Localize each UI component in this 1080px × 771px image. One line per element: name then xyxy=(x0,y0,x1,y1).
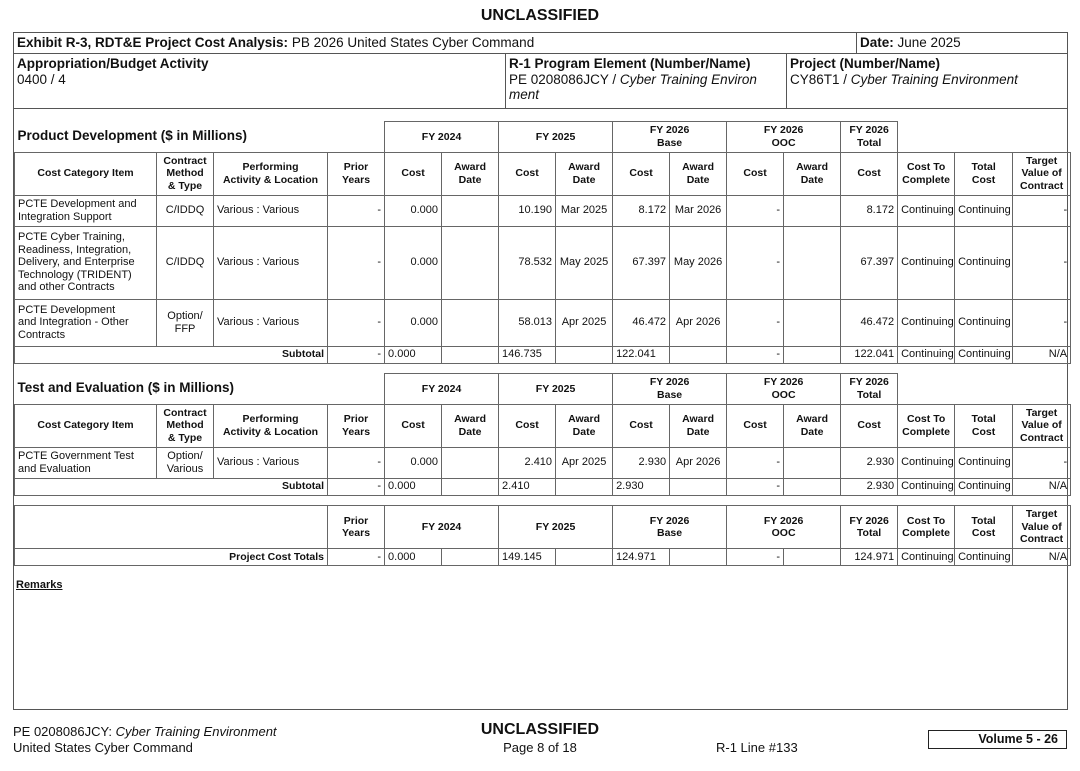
fy2026-ooc-award-date xyxy=(784,346,841,363)
fy2024-cost: 0.000 xyxy=(385,549,442,566)
program-element-cell xyxy=(506,54,787,108)
exhibit-frame xyxy=(13,32,1068,710)
fy2026-total-cost: 2.930 xyxy=(841,478,898,495)
fy2026-base-header xyxy=(613,506,727,549)
col-cost: Cost xyxy=(613,152,670,195)
fy2026-total-cost: 2.930 xyxy=(841,447,898,478)
fy2024-award-date xyxy=(442,549,499,566)
total-cost: Continuing xyxy=(955,195,1013,226)
contract-method-line: Option/ xyxy=(167,450,203,462)
contract-method-line: Various xyxy=(166,462,204,475)
col-prior-years xyxy=(328,506,385,549)
program-element-label: R-1 Program Element (Number/Name) xyxy=(509,56,751,71)
fy2026-total-cost: 46.472 xyxy=(841,299,898,346)
cost-to-complete: Continuing xyxy=(898,478,955,495)
fy2026-base-award-date: Mar 2026 xyxy=(670,195,727,226)
fy2026-ooc-award-date xyxy=(784,195,841,226)
col-award-date xyxy=(556,404,613,447)
col-contract-method-line: Method xyxy=(166,419,204,432)
fy2025-cost: 58.013 xyxy=(499,299,556,346)
contract-method xyxy=(157,226,214,299)
col-performing-activity-line: Performing xyxy=(242,161,299,173)
fy2026-total-cost: 8.172 xyxy=(841,195,898,226)
cost-to-complete: Continuing xyxy=(898,195,955,226)
project-sep: / xyxy=(839,72,851,87)
col-target-value-line: Value of xyxy=(1021,419,1062,432)
col-contract-method-line: Contract xyxy=(163,406,207,419)
prior-years: - xyxy=(328,226,385,299)
fy2026-total-header-line: Total xyxy=(856,136,882,149)
fy2024-header: FY 2024 xyxy=(385,374,499,405)
col-prior-years xyxy=(328,404,385,447)
col-award-date-line: Date xyxy=(458,173,482,186)
fy2026-ooc-cost: - xyxy=(727,226,784,299)
fy2026-ooc-cost: - xyxy=(727,346,784,363)
col-total-cost xyxy=(955,404,1013,447)
fy2026-ooc-cost: - xyxy=(727,195,784,226)
fy2026-total-header xyxy=(841,122,898,153)
fy2026-base-cost: 46.472 xyxy=(613,299,670,346)
fy2024-award-date xyxy=(442,226,499,299)
col-total-cost xyxy=(955,152,1013,195)
contract-method xyxy=(157,447,214,478)
col-target-value-line: Target xyxy=(1025,406,1058,419)
program-element-code: PE 0208086JCY xyxy=(509,72,609,87)
col-total-cost-line: Total xyxy=(971,413,996,425)
project-name: Cyber Training Environment xyxy=(850,72,1018,87)
cost-category-item-line: PCTE Government Test xyxy=(18,450,134,462)
col-award-date-line: Date xyxy=(800,425,824,438)
subtotal-row xyxy=(15,346,1071,363)
col-cost: Cost xyxy=(499,404,556,447)
fy2026-ooc-award-date xyxy=(784,447,841,478)
col-contract-method-line: Contract xyxy=(163,154,207,167)
fy2026-total-header-line: FY 2026 xyxy=(849,376,889,389)
cost-category-item-line: PCTE Cyber Training, xyxy=(18,231,125,244)
total-cost: Continuing xyxy=(955,549,1013,566)
col-target-value-line: Value of xyxy=(1021,520,1062,533)
program-element-name-cont: ment xyxy=(509,87,540,102)
fy2026-base-award-date: Apr 2026 xyxy=(670,447,727,478)
fy2025-header: FY 2025 xyxy=(499,374,613,405)
appropriation-label: Appropriation/Budget Activity xyxy=(17,56,209,71)
fy2026-base-award-date xyxy=(670,478,727,495)
col-cost: Cost xyxy=(727,404,784,447)
col-award-date-line: Date xyxy=(686,173,710,186)
total-cost: Continuing xyxy=(955,346,1013,363)
footer-r1-line: R-1 Line #133 xyxy=(716,740,798,755)
col-total-cost-line: Total xyxy=(971,161,996,173)
fy2026-base-award-date xyxy=(670,549,727,566)
total-cost: Continuing xyxy=(955,478,1013,495)
col-target-value-line: Contract xyxy=(1019,533,1064,546)
col-prior-years-line: Years xyxy=(342,527,371,539)
fy2026-base-header xyxy=(613,122,727,153)
bottom-classification-banner: UNCLASSIFIED xyxy=(480,721,600,738)
col-cost-to-complete xyxy=(898,152,955,195)
project-label: Project (Number/Name) xyxy=(790,56,941,71)
col-total-cost-line: Total xyxy=(971,514,996,527)
col-cost: Cost xyxy=(841,404,898,447)
col-award-date-line: Award xyxy=(454,413,486,425)
fy2026-total-header-line: Total xyxy=(856,527,882,539)
col-award-date xyxy=(784,404,841,447)
col-prior-years-line: Prior xyxy=(343,514,369,527)
project-code: CY86T1 xyxy=(790,72,840,87)
contract-method-line: FFP xyxy=(174,322,196,335)
project-cell xyxy=(787,54,1068,108)
col-performing-activity-line: Activity & Location xyxy=(222,425,319,438)
col-total-cost-line: Cost xyxy=(971,173,996,186)
col-cost: Cost xyxy=(385,404,442,447)
fy2026-base-cost: 122.041 xyxy=(613,346,670,363)
target-value: - xyxy=(1013,226,1071,299)
fy2026-total-header-line: FY 2026 xyxy=(849,514,889,527)
cost-to-complete: Continuing xyxy=(898,549,955,566)
fy2025-cost: 2.410 xyxy=(499,478,556,495)
fy2026-base-cost: 2.930 xyxy=(613,447,670,478)
fy2026-base-cost: 2.930 xyxy=(613,478,670,495)
fy2024-header: FY 2024 xyxy=(385,506,499,549)
col-cost-category-item: Cost Category Item xyxy=(15,404,157,447)
fy2025-cost: 2.410 xyxy=(499,447,556,478)
col-award-date-line: Award xyxy=(568,413,600,425)
col-contract-method xyxy=(157,152,214,195)
footer-page-number: Page 8 of 18 xyxy=(503,740,577,755)
fy2026-total-header xyxy=(841,374,898,405)
contract-method-line: C/IDDQ xyxy=(165,204,205,217)
col-performing-activity-line: Performing xyxy=(242,413,299,425)
target-value: - xyxy=(1013,299,1071,346)
fy2026-base-header-line: Base xyxy=(657,527,683,539)
fy2026-total-header xyxy=(841,506,898,549)
fy2024-award-date xyxy=(442,346,499,363)
col-cost: Cost xyxy=(841,152,898,195)
fy2026-base-header-line: Base xyxy=(657,136,683,149)
performing-activity: Various : Various xyxy=(214,299,328,346)
performing-activity: Various : Various xyxy=(214,195,328,226)
fy2025-award-date xyxy=(556,346,613,363)
fy2024-cost: 0.000 xyxy=(385,299,442,346)
fy2026-ooc-award-date xyxy=(784,299,841,346)
col-total-cost-line: Cost xyxy=(971,527,996,539)
fy2026-ooc-header-line: OOC xyxy=(771,136,796,149)
cost-category-item xyxy=(15,447,157,478)
remarks-heading: Remarks xyxy=(16,579,63,591)
col-prior-years-line: Prior xyxy=(343,161,369,173)
fy2026-base-header-line: FY 2026 xyxy=(649,376,690,389)
fy2026-ooc-header-line: FY 2026 xyxy=(763,124,804,137)
cost-category-item xyxy=(15,226,157,299)
col-cost-to-complete-line: Cost To xyxy=(906,161,946,173)
fy2026-ooc-header xyxy=(727,506,841,549)
col-cost-to-complete-line: Cost To xyxy=(906,413,946,425)
col-award-date-line: Award xyxy=(682,161,715,173)
col-prior-years xyxy=(328,152,385,195)
fy2026-ooc-header-line: FY 2026 xyxy=(763,376,804,389)
fy2026-base-header-line: FY 2026 xyxy=(649,514,690,527)
fy2024-cost: 0.000 xyxy=(385,195,442,226)
subtotal-row-label: Subtotal xyxy=(15,478,328,495)
col-cost-to-complete-line: Complete xyxy=(902,527,950,539)
col-contract-method-line: & Type xyxy=(167,179,203,192)
col-award-date-line: Date xyxy=(572,425,596,438)
col-award-date xyxy=(670,404,727,447)
prior-years: - xyxy=(328,346,385,363)
col-cost-to-complete-line: Complete xyxy=(902,173,951,186)
fy2025-header: FY 2025 xyxy=(499,122,613,153)
fy2024-cost: 0.000 xyxy=(385,478,442,495)
col-contract-method-line: Method xyxy=(166,167,204,180)
performing-activity: Various : Various xyxy=(214,226,328,299)
col-award-date-line: Award xyxy=(568,161,600,173)
cost-category-item-line: and Integration - Other xyxy=(18,316,129,329)
target-value: N/A xyxy=(1013,346,1071,363)
footer-pe-name: Cyber Training Environment xyxy=(115,724,277,739)
fy2025-award-date: May 2025 xyxy=(556,226,613,299)
prior-years: - xyxy=(328,549,385,566)
totals-blank-header xyxy=(15,506,328,549)
fy2025-cost: 10.190 xyxy=(499,195,556,226)
fy2025-cost: 146.735 xyxy=(499,346,556,363)
col-cost-category-item: Cost Category Item xyxy=(15,152,157,195)
fy2026-ooc-header-line: OOC xyxy=(771,388,796,401)
header-spacer xyxy=(898,374,1071,405)
fy2025-header: FY 2025 xyxy=(499,506,613,549)
test-evaluation-table xyxy=(14,373,1071,496)
footer-pe-code: PE 0208086JCY: xyxy=(13,724,113,739)
fy2024-award-date xyxy=(442,299,499,346)
exhibit-title xyxy=(14,33,857,53)
cost-to-complete: Continuing xyxy=(898,226,955,299)
col-target-value xyxy=(1013,506,1071,549)
col-cost: Cost xyxy=(499,152,556,195)
cost-category-item-line: Delivery, and Enterprise xyxy=(18,256,135,269)
col-award-date-line: Date xyxy=(800,173,824,186)
cost-category-item-line: Readiness, Integration, xyxy=(18,243,132,256)
col-target-value-line: Value of xyxy=(1021,167,1062,180)
col-award-date xyxy=(556,152,613,195)
col-award-date-line: Date xyxy=(572,173,596,186)
program-element-name: Cyber Training Environ xyxy=(619,72,757,87)
cost-category-item-line: Contracts xyxy=(18,328,66,341)
header-spacer xyxy=(898,122,1071,153)
fy2024-cost: 0.000 xyxy=(385,226,442,299)
col-award-date-line: Award xyxy=(796,161,829,173)
col-target-value-line: Target xyxy=(1025,154,1058,167)
total-cost: Continuing xyxy=(955,299,1013,346)
col-award-date-line: Award xyxy=(796,413,829,425)
col-target-value-line: Target xyxy=(1025,508,1058,521)
fy2026-base-cost: 67.397 xyxy=(613,226,670,299)
product-development-title: Product Development ($ in Millions) xyxy=(17,128,248,144)
cost-category-item-line: PCTE Development xyxy=(18,303,116,316)
performing-activity: Various : Various xyxy=(214,447,328,478)
fy2025-award-date xyxy=(556,478,613,495)
col-target-value-line: Contract xyxy=(1020,179,1064,192)
contract-method xyxy=(157,299,214,346)
test-evaluation-title: Test and Evaluation ($ in Millions) xyxy=(17,380,235,396)
fy2025-award-date xyxy=(556,549,613,566)
col-award-date xyxy=(784,152,841,195)
target-value: N/A xyxy=(1013,478,1071,495)
fy2025-award-date: Apr 2025 xyxy=(556,447,613,478)
program-info-row xyxy=(14,54,1067,109)
col-award-date-line: Date xyxy=(686,425,710,438)
exhibit-title-label: Exhibit R-3, RDT&E Project Cost Analysis: xyxy=(17,35,289,50)
prior-years: - xyxy=(328,478,385,495)
date-value: June 2025 xyxy=(897,35,961,50)
fy2026-ooc-header-line: FY 2026 xyxy=(763,514,804,527)
fy2026-ooc-award-date xyxy=(784,549,841,566)
fy2026-base-header-line: FY 2026 xyxy=(649,124,690,137)
fy2025-cost: 78.532 xyxy=(499,226,556,299)
col-award-date xyxy=(442,404,499,447)
fy2026-ooc-cost: - xyxy=(727,299,784,346)
project-totals-table xyxy=(14,505,1071,566)
fy2025-award-date: Apr 2025 xyxy=(556,299,613,346)
fy2026-ooc-award-date xyxy=(784,478,841,495)
exhibit-title-row xyxy=(14,33,1067,54)
col-contract-method-line: & Type xyxy=(167,431,203,444)
fy2024-award-date xyxy=(442,447,499,478)
cost-category-item-line: and other Contracts xyxy=(18,281,115,294)
fy2025-cost: 149.145 xyxy=(499,549,556,566)
cost-category-item-line: and Evaluation xyxy=(18,462,91,475)
total-cost: Continuing xyxy=(955,447,1013,478)
program-element-sep: / xyxy=(608,72,620,87)
col-award-date xyxy=(442,152,499,195)
cost-category-item-line: Integration Support xyxy=(18,210,112,223)
fy2026-ooc-cost: - xyxy=(727,478,784,495)
cost-to-complete: Continuing xyxy=(898,299,955,346)
col-target-value xyxy=(1013,404,1071,447)
contract-method-line: Option/ xyxy=(167,310,203,322)
col-performing-activity-line: Activity & Location xyxy=(222,173,319,186)
fy2026-total-cost: 124.971 xyxy=(841,549,898,566)
cost-to-complete: Continuing xyxy=(898,447,955,478)
fy2026-ooc-cost: - xyxy=(727,549,784,566)
date-label: Date: xyxy=(860,35,894,50)
subtotal-row-label: Subtotal xyxy=(15,346,328,363)
contract-method-line: C/IDDQ xyxy=(165,256,205,269)
col-prior-years-line: Prior xyxy=(343,413,369,425)
col-target-value-line: Contract xyxy=(1020,431,1064,444)
table-row xyxy=(15,299,1071,346)
exhibit-title-value: PB 2026 United States Cyber Command xyxy=(291,35,535,50)
cost-to-complete: Continuing xyxy=(898,346,955,363)
fy2026-total-header-line: FY 2026 xyxy=(849,124,889,137)
subtotal-row xyxy=(15,478,1071,495)
total-cost: Continuing xyxy=(955,226,1013,299)
col-prior-years-line: Years xyxy=(342,425,371,438)
cost-category-item xyxy=(15,195,157,226)
fy2026-ooc-header-line: OOC xyxy=(771,527,796,539)
footer-org: United States Cyber Command xyxy=(13,740,193,755)
cost-category-item-line: Technology (TRIDENT) xyxy=(18,268,132,281)
fy2026-total-header-line: Total xyxy=(856,388,882,401)
fy2026-base-header xyxy=(613,374,727,405)
prior-years: - xyxy=(328,299,385,346)
col-cost-to-complete-line: Complete xyxy=(902,425,951,438)
cost-category-item xyxy=(15,299,157,346)
col-cost-to-complete xyxy=(898,506,955,549)
col-award-date xyxy=(670,152,727,195)
col-contract-method xyxy=(157,404,214,447)
fy2024-cost: 0.000 xyxy=(385,346,442,363)
contract-method xyxy=(157,195,214,226)
product-development-table xyxy=(14,121,1071,364)
fy2026-base-cost: 124.971 xyxy=(613,549,670,566)
col-cost: Cost xyxy=(613,404,670,447)
prior-years: - xyxy=(328,195,385,226)
fy2026-base-cost: 8.172 xyxy=(613,195,670,226)
col-cost-to-complete-line: Cost To xyxy=(906,514,946,527)
prior-years: - xyxy=(328,447,385,478)
col-performing-activity xyxy=(214,152,328,195)
fy2026-ooc-header xyxy=(727,374,841,405)
col-award-date-line: Award xyxy=(454,161,486,173)
col-award-date-line: Award xyxy=(682,413,715,425)
appropriation-cell xyxy=(14,54,506,108)
target-value: - xyxy=(1013,195,1071,226)
volume-box: Volume 5 - 26 xyxy=(928,730,1067,749)
col-award-date-line: Date xyxy=(458,425,482,438)
fy2026-base-award-date: Apr 2026 xyxy=(670,299,727,346)
project-cost-totals-row xyxy=(15,549,1071,566)
fy2026-base-header-line: Base xyxy=(657,388,683,401)
table-row xyxy=(15,447,1071,478)
fy2024-award-date xyxy=(442,195,499,226)
col-performing-activity xyxy=(214,404,328,447)
col-prior-years-line: Years xyxy=(342,173,371,186)
fy2024-header: FY 2024 xyxy=(385,122,499,153)
fy2026-ooc-header xyxy=(727,122,841,153)
fy2026-total-cost: 122.041 xyxy=(841,346,898,363)
col-cost: Cost xyxy=(385,152,442,195)
appropriation-value: 0400 / 4 xyxy=(17,72,66,87)
fy2026-base-award-date xyxy=(670,346,727,363)
fy2026-ooc-award-date xyxy=(784,226,841,299)
col-cost: Cost xyxy=(727,152,784,195)
target-value: - xyxy=(1013,447,1071,478)
cost-category-item-line: PCTE Development and xyxy=(18,198,137,210)
fy2024-cost: 0.000 xyxy=(385,447,442,478)
col-cost-to-complete xyxy=(898,404,955,447)
fy2024-award-date xyxy=(442,478,499,495)
table-row xyxy=(15,195,1071,226)
target-value: N/A xyxy=(1013,549,1071,566)
fy2026-ooc-cost: - xyxy=(727,447,784,478)
exhibit-date xyxy=(857,33,1068,53)
fy2025-award-date: Mar 2025 xyxy=(556,195,613,226)
project-cost-totals-row-label: Project Cost Totals xyxy=(15,549,328,566)
col-total-cost xyxy=(955,506,1013,549)
top-classification-banner: UNCLASSIFIED xyxy=(480,7,600,24)
col-total-cost-line: Cost xyxy=(971,425,996,438)
table-row xyxy=(15,226,1071,299)
fy2026-total-cost: 67.397 xyxy=(841,226,898,299)
fy2026-base-award-date: May 2026 xyxy=(670,226,727,299)
col-target-value xyxy=(1013,152,1071,195)
